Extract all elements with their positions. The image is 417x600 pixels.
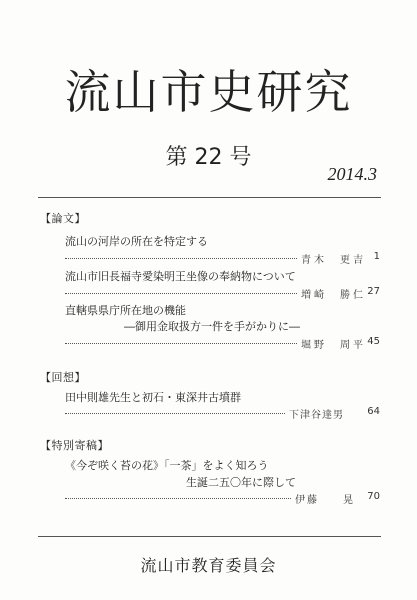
leader-dots — [65, 498, 291, 499]
entry-author: 伊藤 晃 — [295, 495, 355, 506]
section-label-kaiso: 【回想】 — [40, 371, 86, 384]
entry-author: 堀野 周平 — [301, 340, 366, 351]
entry-page: 27 — [367, 286, 380, 297]
entry-author: 下津谷達男 — [289, 410, 344, 421]
entry-page: 70 — [367, 491, 380, 502]
leader-dots — [65, 293, 297, 294]
journal-title: 流山市史研究 — [64, 65, 353, 119]
entry-byline — [65, 286, 380, 300]
issue-number: 第 22 号 — [165, 145, 252, 170]
entry-title: 流山の河岸の所在を特定する — [65, 235, 208, 248]
publisher-name: 流山市教育委員会 — [140, 556, 277, 575]
entry-page: 45 — [367, 336, 380, 347]
leader-dots — [65, 258, 297, 259]
bottom-rule — [38, 536, 381, 537]
entry-title: 直轄県県庁所在地の機能 — [65, 304, 186, 317]
entry-author: 増崎 勝仁 — [301, 290, 366, 301]
top-rule — [38, 197, 381, 198]
entry-byline — [65, 336, 380, 350]
entry-subtitle: 生誕二五〇年に際して — [186, 476, 296, 489]
entry-page: 1 — [373, 251, 380, 262]
entry-title: 《今ぞ咲く苔の花》「一茶」をよく知ろう — [65, 459, 269, 472]
leader-dots — [65, 413, 285, 414]
entry-page: 64 — [367, 406, 380, 417]
leader-dots — [65, 343, 297, 344]
entry-subtitle: ―御用金取扱方一件を手がかりに― — [124, 320, 300, 333]
entry-title: 田中則雄先生と初石・東深井古墳群 — [65, 391, 241, 404]
section-label-tokubetsu-kiko: 【特別寄稿】 — [40, 439, 109, 452]
publication-date: 2014.3 — [327, 164, 377, 184]
entry-byline — [65, 406, 380, 420]
section-label-ronbun: 【論文】 — [40, 212, 86, 225]
entry-byline — [65, 251, 380, 265]
entry-author: 青木 更吉 — [301, 255, 366, 266]
entry-title: 流山市旧長福寺愛染明王坐像の奉納物について — [65, 270, 296, 283]
entry-byline — [65, 491, 380, 505]
